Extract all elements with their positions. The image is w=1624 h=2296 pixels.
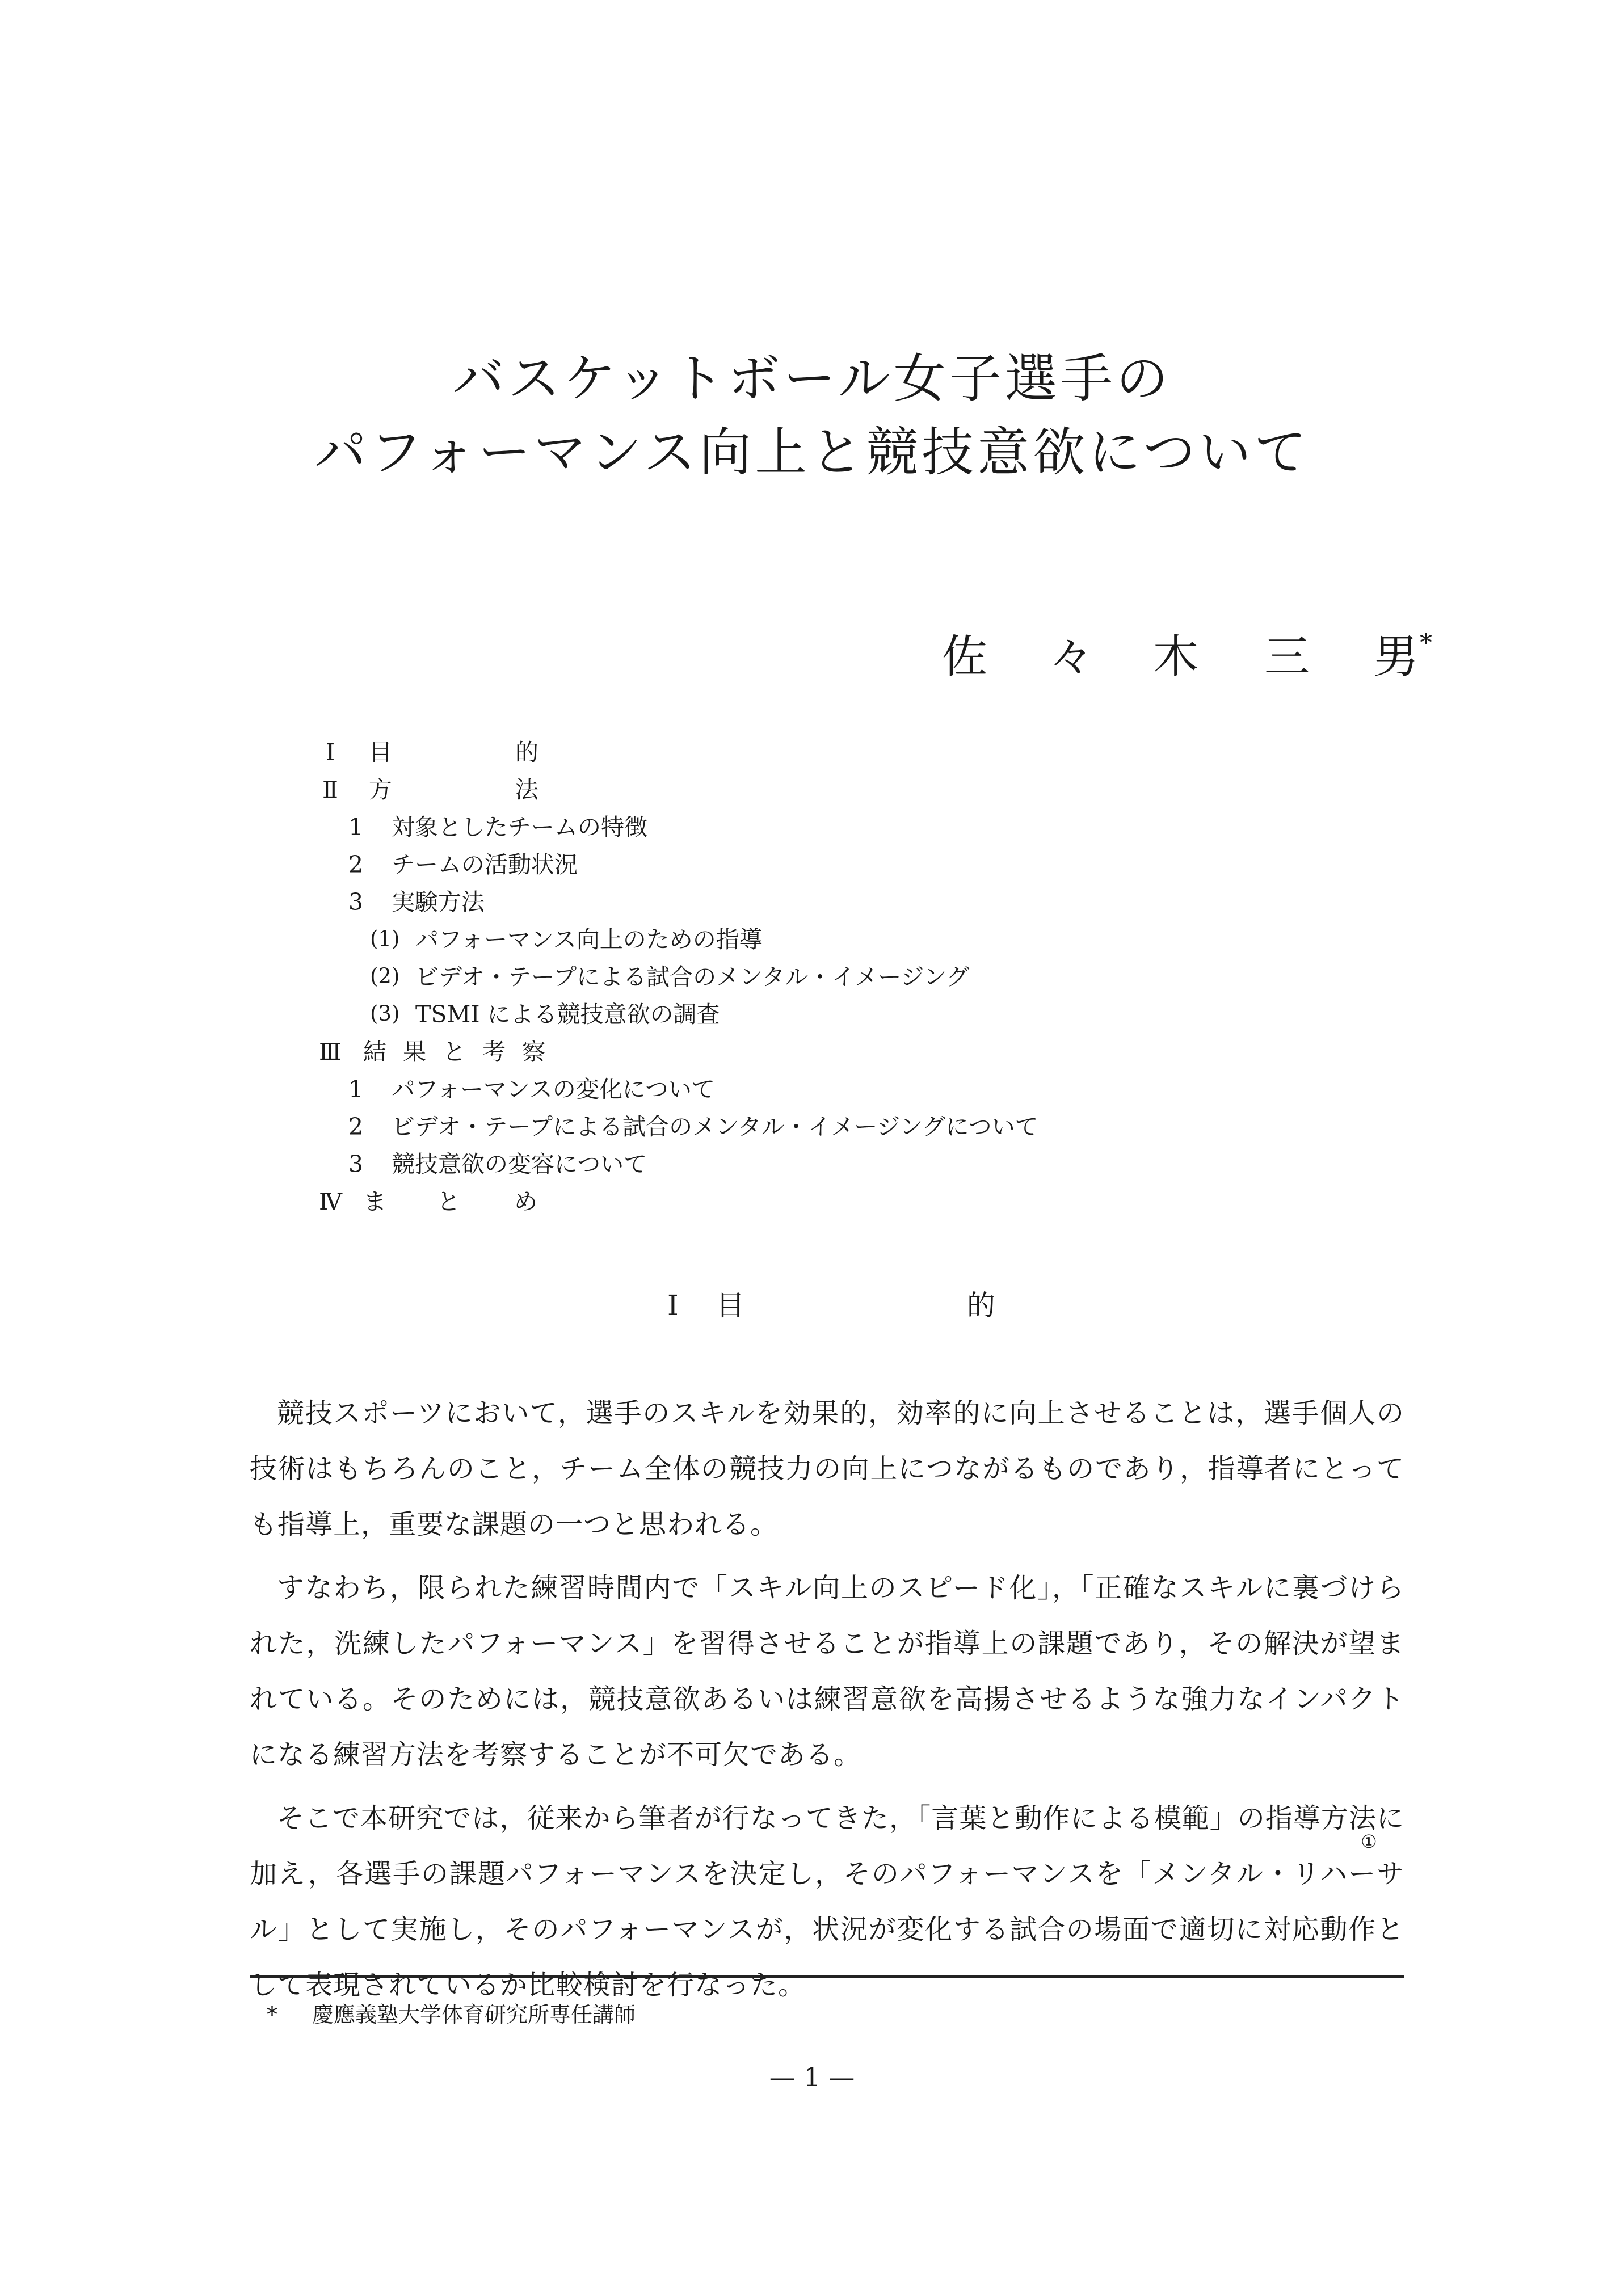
- toc-subitem-number: (3): [370, 1001, 400, 1026]
- toc-item-label: 実験方法: [392, 888, 485, 916]
- author-char: 木: [1153, 630, 1198, 683]
- author-footnote-mark: *: [1420, 629, 1432, 658]
- section-heading-label: 目: [716, 1289, 744, 1322]
- toc-section-label: 目: [369, 739, 392, 766]
- toc-subitem-number: (2): [370, 964, 400, 988]
- toc-item-number: 2: [348, 1113, 364, 1140]
- toc-item-number: 1: [348, 814, 364, 841]
- toc-item-number: 3: [348, 888, 364, 916]
- toc-item-label: 競技意欲の変容について: [392, 1151, 647, 1178]
- toc-section-label: 的: [515, 739, 538, 766]
- footnote-divider: [250, 1975, 1404, 1978]
- title-line-2: パフォーマンス向上と競技意欲について: [314, 422, 1310, 483]
- footnote: [267, 2004, 636, 2025]
- toc-section-number: Ⅰ: [326, 739, 335, 766]
- footnote-text: 慶應義塾大学体育研究所専任講師: [312, 2002, 636, 2027]
- body-text: [250, 1385, 1404, 2021]
- author-name: [942, 629, 1432, 691]
- toc-section-label: 結 果 と 考 察: [363, 1038, 550, 1065]
- author-char: 男: [1373, 630, 1419, 683]
- toc-item-number: 2: [348, 851, 364, 878]
- toc-subitem-label: パフォーマンス向上のための指導: [415, 926, 763, 953]
- toc-section-label: 方: [369, 776, 392, 803]
- paragraph: そこで本研究では，従来から筆者が行なってきた，「言葉と動作による模範」の指導方法に加え，各選手の課題パフォーマンスを決定し，そのパフォーマンスを「メンタル・リハーサル」として実施し，そのパフォーマンスが，状況が変化する試合の場面で適切に対応動作として表現されているか比較検討を行なった。: [250, 1802, 1404, 2001]
- toc-section-number: Ⅳ: [319, 1188, 342, 1215]
- section-heading-label: 的: [967, 1289, 995, 1322]
- title-line-1: バスケットボール女子選手の: [452, 348, 1172, 409]
- footnote-mark: *: [267, 2002, 277, 2027]
- toc-section-label-char: と: [437, 1188, 460, 1215]
- toc-section-label: 法: [515, 776, 538, 803]
- toc-item-number: 3: [348, 1151, 364, 1178]
- page-number: — 1 —: [769, 2062, 855, 2092]
- toc-item-label: 対象としたチームの特徴: [392, 814, 647, 841]
- author-char: 佐: [942, 630, 987, 683]
- reference-marker: ①: [1361, 1831, 1377, 1852]
- paragraph: 競技スポーツにおいて，選手のスキルを効果的，効率的に向上させることは，選手個人の技術はもちろんのこと，チーム全体の競技力の向上につながるものであり，指導者にとっても指導上，重要な課題の一つと思われる。: [250, 1397, 1404, 1540]
- author-char: 々: [1049, 630, 1094, 683]
- section-heading-number: Ⅰ: [667, 1289, 679, 1322]
- toc-section-label-char: め: [514, 1188, 537, 1215]
- toc-section-number: Ⅱ: [322, 776, 338, 803]
- author-char: 三: [1264, 630, 1310, 683]
- toc-subitem-number: (1): [370, 926, 400, 951]
- toc-section-number: Ⅲ: [319, 1038, 342, 1065]
- toc-section-label-char: ま: [363, 1188, 386, 1215]
- paragraph: すなわち，限られた練習時間内で「スキル向上のスピード化」，「正確なスキルに裏づけられた，洗練したパフォーマンス」を習得させることが指導上の課題であり，その解決が望まれている。そのためには，競技意欲あるいは練習意欲を高揚させるような強力なインパクトになる練習方法を考察することが不可欠である。: [250, 1572, 1404, 1771]
- toc-subitem-label: TSMI による競技意欲の調査: [415, 1001, 720, 1028]
- toc-subitem-label: ビデオ・テープによる試合のメンタル・イメージング: [415, 963, 970, 991]
- toc-item-number: 1: [348, 1076, 364, 1103]
- toc-item-label: パフォーマンスの変化について: [392, 1076, 715, 1103]
- toc-item-label: チームの活動状況: [392, 851, 578, 878]
- toc-item-label: ビデオ・テープによる試合のメンタル・イメージングについて: [392, 1113, 1038, 1140]
